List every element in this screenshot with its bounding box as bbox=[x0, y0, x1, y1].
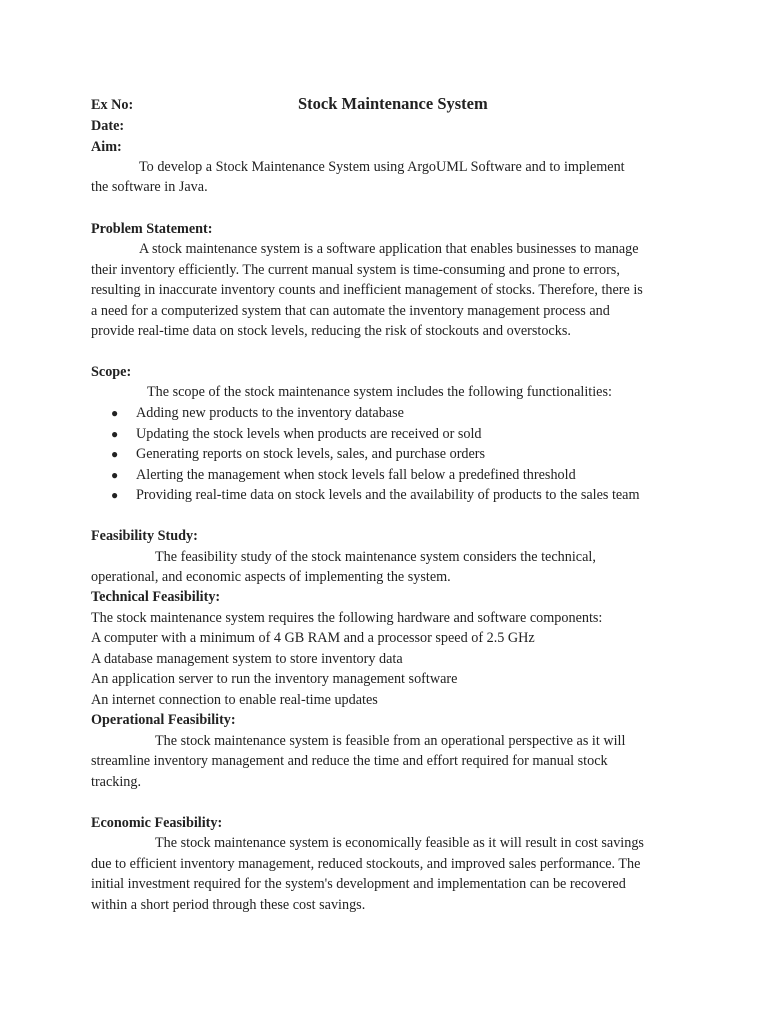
bullet-icon: ● bbox=[111, 468, 119, 482]
problem-statement-line: provide real-time data on stock levels, reducing the risk of stockouts and overstocks. bbox=[91, 323, 571, 339]
technical-line: An application server to run the inventory management software bbox=[91, 671, 458, 687]
aim-line: To develop a Stock Maintenance System using ArgoUML Software and to implement bbox=[139, 159, 625, 175]
economic-line: The stock maintenance system is economically feasible as it will result in cost savings bbox=[155, 835, 644, 851]
technical-line: A database management system to store inventory data bbox=[91, 651, 403, 667]
operational-line: tracking. bbox=[91, 774, 142, 790]
operational-line: streamline inventory management and reduce the time and effort required for manual stock bbox=[91, 753, 608, 769]
scope-list-item: Adding new products to the inventory database bbox=[136, 405, 404, 421]
feasibility-line: operational, and economic aspects of implementing the system. bbox=[91, 569, 451, 585]
operational-line: The stock maintenance system is feasible from an operational perspective as it will bbox=[155, 733, 626, 749]
operational-feasibility-heading: Operational Feasibility: bbox=[91, 712, 236, 728]
problem-statement-line: A stock maintenance system is a software application that enables businesses to manage bbox=[139, 241, 639, 257]
date-label: Date: bbox=[91, 118, 125, 134]
feasibility-line: The feasibility study of the stock maintenance system considers the technical, bbox=[155, 549, 596, 565]
scope-list-item: Alerting the management when stock levels fall below a predefined threshold bbox=[136, 467, 576, 483]
scope-list-item: Updating the stock levels when products are received or sold bbox=[136, 426, 482, 442]
technical-line: A computer with a minimum of 4 GB RAM and a processor speed of 2.5 GHz bbox=[91, 630, 535, 646]
problem-statement-line: their inventory efficiently. The current manual system is time-consuming and prone to errors, bbox=[91, 262, 620, 278]
aim-line: the software in Java. bbox=[91, 179, 208, 195]
scope-heading: Scope: bbox=[91, 364, 132, 380]
economic-line: within a short period through these cost savings. bbox=[91, 897, 366, 913]
scope-list-item: Generating reports on stock levels, sales, and purchase orders bbox=[136, 446, 486, 462]
bullet-icon: ● bbox=[111, 427, 119, 441]
aim-label: Aim: bbox=[91, 139, 122, 155]
feasibility-heading: Feasibility Study: bbox=[91, 528, 198, 544]
ex-no-label: Ex No: bbox=[91, 97, 134, 113]
bullet-icon: ● bbox=[111, 406, 119, 420]
bullet-icon: ● bbox=[111, 447, 119, 461]
problem-statement-line: resulting in inaccurate inventory counts and inefficient management of stocks. Therefore, there is bbox=[91, 282, 643, 298]
technical-line: An internet connection to enable real-time updates bbox=[91, 692, 378, 708]
problem-statement-line: a need for a computerized system that can automate the inventory management process and bbox=[91, 303, 610, 319]
economic-line: due to efficient inventory management, reduced stockouts, and improved sales performance. The bbox=[91, 856, 641, 872]
bullet-icon: ● bbox=[111, 488, 119, 502]
problem-statement-heading: Problem Statement: bbox=[91, 221, 213, 237]
technical-line: The stock maintenance system requires the following hardware and software components: bbox=[91, 610, 603, 626]
economic-line: initial investment required for the system's development and implementation can be recovered bbox=[91, 876, 626, 892]
technical-feasibility-heading: Technical Feasibility: bbox=[91, 589, 221, 605]
economic-feasibility-heading: Economic Feasibility: bbox=[91, 815, 223, 831]
document-title: Stock Maintenance System bbox=[298, 94, 488, 113]
scope-intro: The scope of the stock maintenance system includes the following functionalities: bbox=[147, 384, 612, 400]
scope-list-item: Providing real-time data on stock levels and the availability of products to the sales team bbox=[136, 487, 640, 503]
